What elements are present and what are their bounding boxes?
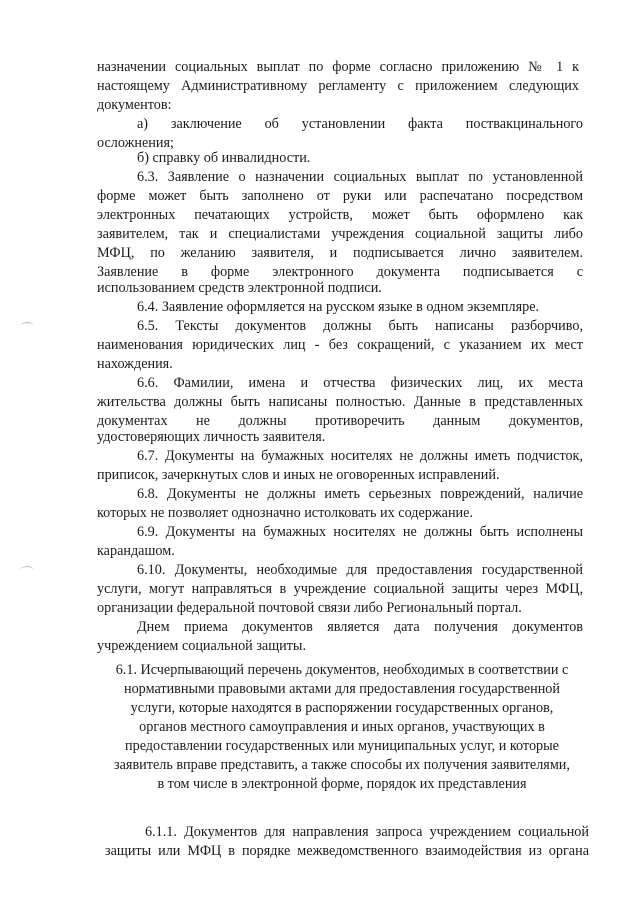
- text-line: 6.8. Документы не должны иметь серьезных повреждений, наличие: [137, 486, 583, 502]
- text-line: 6.7. Документы на бумажных носителях не должны иметь подчисток,: [137, 448, 583, 464]
- text-line: назначении социальных выплат по форме согласно приложению № 1 к: [97, 59, 579, 75]
- text-line: б) справку об инвалидности.: [137, 150, 311, 166]
- text-line: которых не позволяет однозначно истолковать их содержание.: [97, 505, 473, 521]
- text-line: 6.9. Документы на бумажных носителях не должны быть исполнены: [137, 524, 583, 540]
- section-heading-line: нормативными правовыми актами для предоставления государственной: [124, 681, 560, 697]
- text-line: электронных печатающих устройств, может быть оформлено как: [97, 207, 583, 223]
- text-line: заявителем, так и специалистами учреждения социальной защиты либо: [97, 226, 583, 242]
- text-line: организации федеральной почтовой связи либо Региональный портал.: [97, 600, 522, 616]
- text-line: документов:: [97, 97, 172, 113]
- text-line: использованием средств электронной подписи.: [97, 280, 382, 296]
- text-line: осложнения;: [97, 135, 174, 151]
- text-line: 6.5. Тексты документов должны быть написаны разборчиво,: [137, 318, 583, 334]
- text-line: удостоверяющих личность заявителя.: [97, 429, 326, 445]
- text-line: услуги, могут направляться в учреждение социальной защиты через МФЦ,: [97, 581, 583, 597]
- text-line: 6.6. Фамилии, имена и отчества физических лиц, их места: [137, 375, 583, 391]
- text-line: учреждением социальной защиты.: [97, 638, 307, 654]
- section-heading-line: 6.1. Исчерпывающий перечень документов, необходимых в соответствии с: [115, 662, 569, 678]
- section-heading-line: в том числе в электронной форме, порядок их представления: [157, 776, 527, 792]
- text-line: а) заключение об установлении факта поствакцинального: [137, 116, 583, 132]
- text-line: защиты или МФЦ в порядке межведомственного взаимодействия из органа: [105, 843, 589, 859]
- section-heading-line: услуги, которые находятся в распоряжении государственных органов,: [130, 700, 554, 716]
- text-line: 6.4. Заявление оформляется на русском языке в одном экземпляре.: [137, 299, 540, 315]
- text-line: Днем приема документов является дата получения документов: [137, 619, 583, 635]
- text-line: Заявление в форме электронного документа подписывается с: [97, 264, 583, 280]
- section-heading-line: предоставлении государственных или муниципальных услуг, и которые: [125, 738, 559, 754]
- text-line: 6.3. Заявление о назначении социальных выплат по установленной: [137, 169, 583, 185]
- text-line: жительства должны быть написаны полностью. Данные в представленных: [97, 394, 583, 410]
- text-line: нахождения.: [97, 356, 173, 372]
- text-line: форме может быть заполнено от руки или распечатано посредством: [97, 188, 583, 204]
- section-heading-line: органов местного самоуправления и иных органов, участвующих в: [139, 719, 545, 735]
- text-line: 6.1.1. Документов для направления запроса учреждением социальной: [145, 824, 589, 840]
- text-line: наименования юридических лиц - без сокращений, с указанием их мест: [97, 337, 583, 353]
- scan-artifact: [20, 322, 34, 331]
- text-line: карандашом.: [97, 543, 175, 559]
- text-line: настоящему Административному регламенту с приложением следующих: [97, 78, 579, 94]
- text-line: приписок, зачеркнутых слов и иных не оговоренных исправлений.: [97, 467, 500, 483]
- text-line: документах не должны противоречить данным документов,: [97, 413, 583, 429]
- text-line: МФЦ, по желанию заявителя, и подписывается лично заявителем.: [97, 245, 583, 261]
- text-line: 6.10. Документы, необходимые для предоставления государственной: [137, 562, 583, 578]
- section-heading-line: заявитель вправе представить, а также способы их получения заявителями,: [114, 757, 570, 773]
- scan-artifact: [20, 566, 34, 575]
